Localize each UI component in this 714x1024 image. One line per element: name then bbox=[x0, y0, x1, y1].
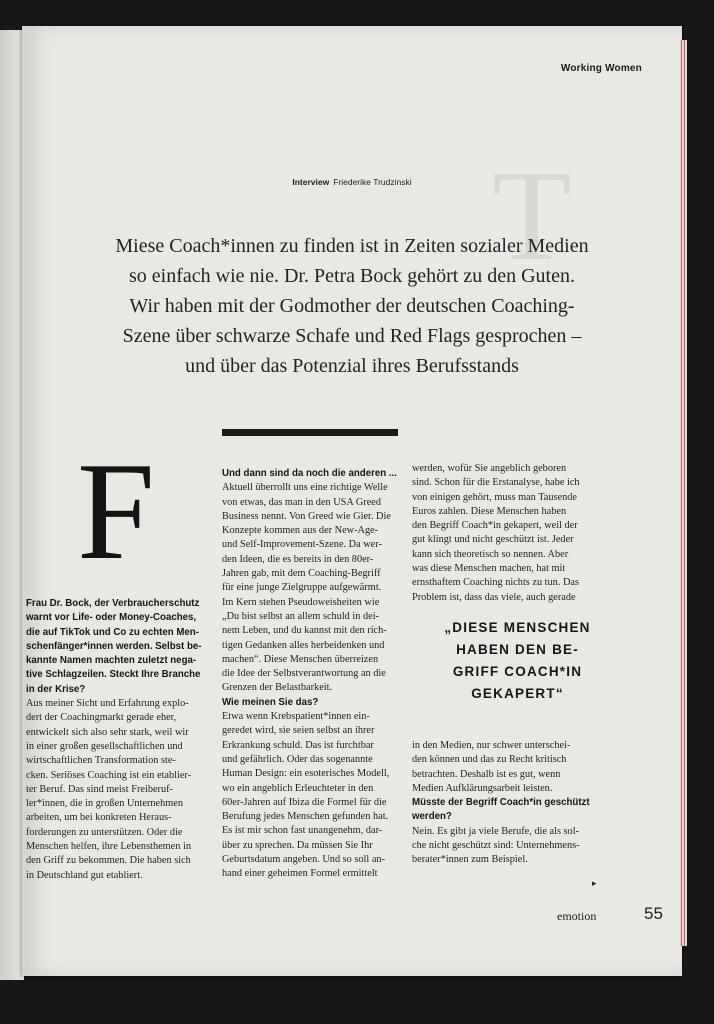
answer-line: arbeiten, um bei konkreten Heraus- bbox=[26, 812, 172, 824]
question-line: Und dann sind da noch die anderen ... bbox=[222, 468, 397, 479]
answer-line: Business nennt. Von Greed wie Gier. Die bbox=[222, 510, 391, 522]
pull-quote-line: „DIESE MENSCHEN bbox=[444, 620, 591, 635]
intro-line: und über das Potenzial ihres Berufsstands bbox=[185, 355, 519, 377]
answer-line: den Ideen, die es bereits in den 80er- bbox=[222, 553, 374, 565]
answer-line: tigen Gedanken alles herbeidenken und bbox=[222, 639, 385, 651]
section-label: Working Women bbox=[560, 63, 642, 74]
answer-line: betrachten. Deshalb ist es gut, wenn bbox=[412, 768, 561, 780]
answer-line: werden, wofür Sie angeblich geboren bbox=[412, 463, 567, 474]
question-line: kannte Namen machten zuletzt nega- bbox=[26, 655, 197, 667]
drop-cap: F bbox=[77, 434, 155, 589]
answer-line: wirtschaftlichen Transformation ste- bbox=[26, 755, 176, 767]
page-number: 55 bbox=[644, 904, 663, 923]
intro-line: so einfach wie nie. Dr. Petra Bock gehört zu den Guten. bbox=[129, 265, 575, 287]
answer-line: den Griff zu bekommen. Die haben sich bbox=[26, 855, 191, 867]
question-line: warnt vor Life- oder Money-Coaches, bbox=[26, 612, 197, 624]
answer-line: berater*innen zum Beispiel. bbox=[412, 854, 528, 866]
answer-line: und gefährlich. Oder das sogenannte bbox=[222, 753, 373, 765]
answer-line: von einigen gehört, muss man Tausende bbox=[412, 491, 577, 503]
answer-line: che nicht geschützt sind: Unternehmens- bbox=[412, 840, 580, 852]
answer-line: kann sich theoretisch so nennen. Aber bbox=[412, 548, 569, 560]
answer-line: Erkrankung schuld. Das ist furchtbar bbox=[222, 739, 374, 751]
footer-brand: emotion bbox=[557, 909, 597, 923]
answer-line: cken. Seriöses Coaching ist ein etablier- bbox=[26, 769, 192, 781]
answer-line: Aus meiner Sicht und Erfahrung explo- bbox=[26, 698, 189, 710]
answer-line: Nein. Es gibt ja viele Berufe, die als sol- bbox=[412, 825, 579, 837]
answer-line: in den Medien, nur schwer unterschei- bbox=[412, 740, 571, 751]
answer-line: Jahren gab, mit dem Coaching-Begriff bbox=[222, 568, 381, 580]
answer-line: Medien Aufklärungsarbeit leisten. bbox=[412, 782, 553, 794]
intro-line: Miese Coach*innen zu finden ist in Zeiten sozialer Medien bbox=[115, 235, 589, 257]
question-line: Frau Dr. Bock, der Verbraucherschutz bbox=[26, 598, 200, 609]
answer-line: den können und das zu Recht kritisch bbox=[412, 754, 567, 766]
answer-line: ter Beruf. Das sind meist Freiberuf- bbox=[26, 783, 173, 795]
answer-line: Grenzen der Belastbarkeit. bbox=[222, 682, 333, 694]
question-line: Wie meinen Sie das? bbox=[222, 696, 319, 708]
answer-line: gut klingt und nicht geschützt ist. Jeder bbox=[412, 534, 574, 546]
byline bbox=[22, 177, 682, 187]
question-line: tive Schlagzeilen. Steckt Ihre Branche bbox=[26, 669, 201, 681]
question-line: Müsste der Begriff Coach*in geschützt bbox=[412, 797, 590, 809]
answer-line: entwickelt sich also sehr stark, weil wir bbox=[26, 726, 189, 738]
column-3-top bbox=[412, 462, 622, 605]
byline-author: Friederike Trudzinski bbox=[333, 177, 412, 187]
pull-quote-line: GEKAPERT“ bbox=[471, 686, 564, 701]
answer-line: sind. Schon für die Erstanalyse, habe ich bbox=[412, 477, 580, 489]
intro-text bbox=[52, 231, 652, 381]
answer-line: 60er-Jahren auf Ibiza die Formel für die bbox=[222, 796, 387, 808]
pull-quote bbox=[415, 617, 620, 705]
answer-line: forderungen zu unterstützen. Oder die bbox=[26, 826, 183, 838]
answer-line: Es ist mir schon fast unangenehm, dar- bbox=[222, 825, 383, 837]
answer-line: und Self-Improvement-Szene. Da wer- bbox=[222, 539, 382, 551]
answer-line: über zu sprechen. Da müssen Sie Ihr bbox=[222, 839, 373, 851]
answer-line: machen“. Diese Menschen überreizen bbox=[222, 653, 379, 665]
answer-line: Konzepte kommen aus der New-Age- bbox=[222, 525, 379, 537]
answer-line: in Deutschland gut etabliert. bbox=[26, 869, 143, 881]
answer-line: Problem ist, dass das viele, auch gerade bbox=[412, 591, 576, 603]
answer-line: von etwas, das man in den USA Greed bbox=[222, 496, 381, 508]
divider-rule bbox=[222, 429, 398, 436]
answer-line: hand einer geheimen Formel ermittelt bbox=[222, 868, 378, 880]
answer-line: Euros zahlen. Diese Menschen haben bbox=[412, 505, 567, 517]
column-3-bottom bbox=[412, 739, 622, 868]
answer-line: Human Design: ein esoterisches Modell, bbox=[222, 768, 390, 780]
background-watermark-letter: T bbox=[492, 144, 572, 288]
answer-line: Im Kern stehen Pseudoweisheiten wie bbox=[222, 596, 380, 608]
answer-line: geredet wird, sie seien selbst an ihrer bbox=[222, 725, 375, 737]
answer-line: für eine junge Zielgruppe aufgewärmt. bbox=[222, 582, 382, 594]
byline-kind: Interview bbox=[292, 177, 330, 187]
question-line: in der Krise? bbox=[26, 683, 86, 695]
answer-line: „Du bist selbst an allem schuld in dei- bbox=[222, 610, 379, 622]
question-line: die auf TikTok und Co zu echten Men- bbox=[26, 626, 199, 638]
answer-line: nem Leben, und du kannst mit den rich- bbox=[222, 625, 387, 637]
intro-line: Szene über schwarze Schafe und Red Flags gesprochen – bbox=[122, 325, 582, 347]
answer-line: dert der Coachingmarkt gerade eher, bbox=[26, 712, 177, 724]
page-stack-edge bbox=[680, 40, 687, 946]
answer-line: Berufung jedes Menschen gefunden hat. bbox=[222, 811, 389, 823]
column-1 bbox=[26, 597, 226, 883]
answer-line: wo ein angeblich Erleuchteter in den bbox=[222, 782, 374, 794]
answer-line: ernsthaftem Coaching nichts zu tun. Das bbox=[412, 577, 579, 589]
question-line: schenfänger*innen werden. Selbst be- bbox=[26, 640, 202, 652]
answer-line: in einer großen gesellschaftlichen und bbox=[26, 740, 183, 752]
question-line: werden? bbox=[412, 811, 452, 823]
answer-line: Etwa wenn Krebspatient*innen ein- bbox=[222, 711, 370, 723]
continue-arrow-icon: ▸ bbox=[592, 878, 597, 888]
answer-line: den Begriff Coach*in gekapert, weil der bbox=[412, 520, 578, 532]
answer-line: die Idee der Selbstverantwortung an die bbox=[222, 668, 386, 680]
pull-quote-line: GRIFF COACH*IN bbox=[452, 664, 583, 679]
pull-quote-line: HABEN DEN BE- bbox=[456, 642, 579, 657]
intro-line: Wir haben mit der Godmother der deutschen Coaching- bbox=[129, 295, 575, 317]
column-2 bbox=[222, 467, 408, 882]
adjacent-page-edge bbox=[0, 30, 24, 980]
answer-line: ler*innen, die in großen Unternehmen bbox=[26, 798, 183, 810]
answer-line: Geburtsdatum angeben. Und so soll an- bbox=[222, 854, 386, 866]
answer-line: Aktuell überrollt uns eine richtige Welle bbox=[222, 482, 388, 494]
answer-line: Menschen helfen, ihre Lebensthemen in bbox=[26, 841, 191, 853]
answer-line: was diese Menschen machen, hat mit bbox=[412, 563, 566, 575]
